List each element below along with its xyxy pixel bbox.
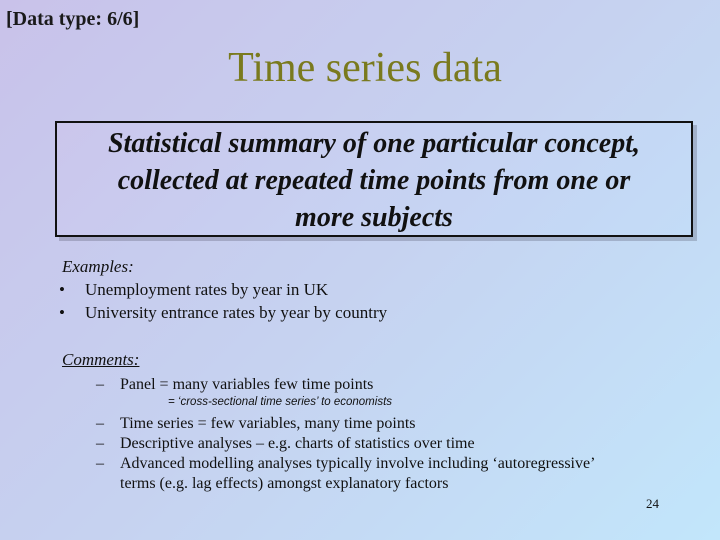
dash-icon: – (96, 435, 104, 452)
comment-item (96, 454, 595, 474)
slide-title: Time series data (228, 45, 502, 91)
examples-section (59, 255, 388, 324)
dash-icon: – (96, 376, 104, 393)
comment-item (96, 414, 595, 434)
definition-box (55, 121, 693, 237)
comment-item (96, 375, 595, 395)
examples-label: Examples: (62, 257, 134, 276)
comments-section (62, 349, 595, 494)
comments-label: Comments: (62, 350, 140, 369)
comment-text: Advanced modelling analyses typically involve including ‘autoregressive’ (120, 455, 596, 472)
example-item (59, 301, 387, 324)
bullet-icon: • (59, 303, 65, 322)
bullet-icon: • (59, 280, 65, 299)
comment-text: Panel = many variables few time points (120, 376, 374, 393)
page-number: 24 (646, 496, 659, 511)
data-type-tag: [Data type: 6/6] (6, 8, 140, 30)
example-item (59, 278, 387, 301)
comment-item-continued (96, 474, 595, 494)
comment-text: Descriptive analyses – e.g. charts of statistics over time (120, 435, 475, 452)
comment-text: terms (e.g. lag effects) amongst explanatory factors (120, 475, 449, 492)
dash-icon: – (96, 455, 104, 472)
definition-line: collected at repeated time points from one or (117, 165, 631, 196)
dash-icon: – (96, 415, 104, 432)
comment-subnote: = ‘cross-sectional time series’ to economists (168, 396, 393, 408)
definition-line: more subjects (295, 202, 453, 233)
definition-line: Statistical summary of one particular concept, (107, 128, 640, 159)
comment-item (96, 434, 595, 454)
example-text: Unemployment rates by year in UK (85, 280, 329, 299)
example-text: University entrance rates by year by country (85, 303, 388, 322)
comment-text: Time series = few variables, many time points (120, 415, 416, 432)
comments-list (96, 375, 595, 494)
